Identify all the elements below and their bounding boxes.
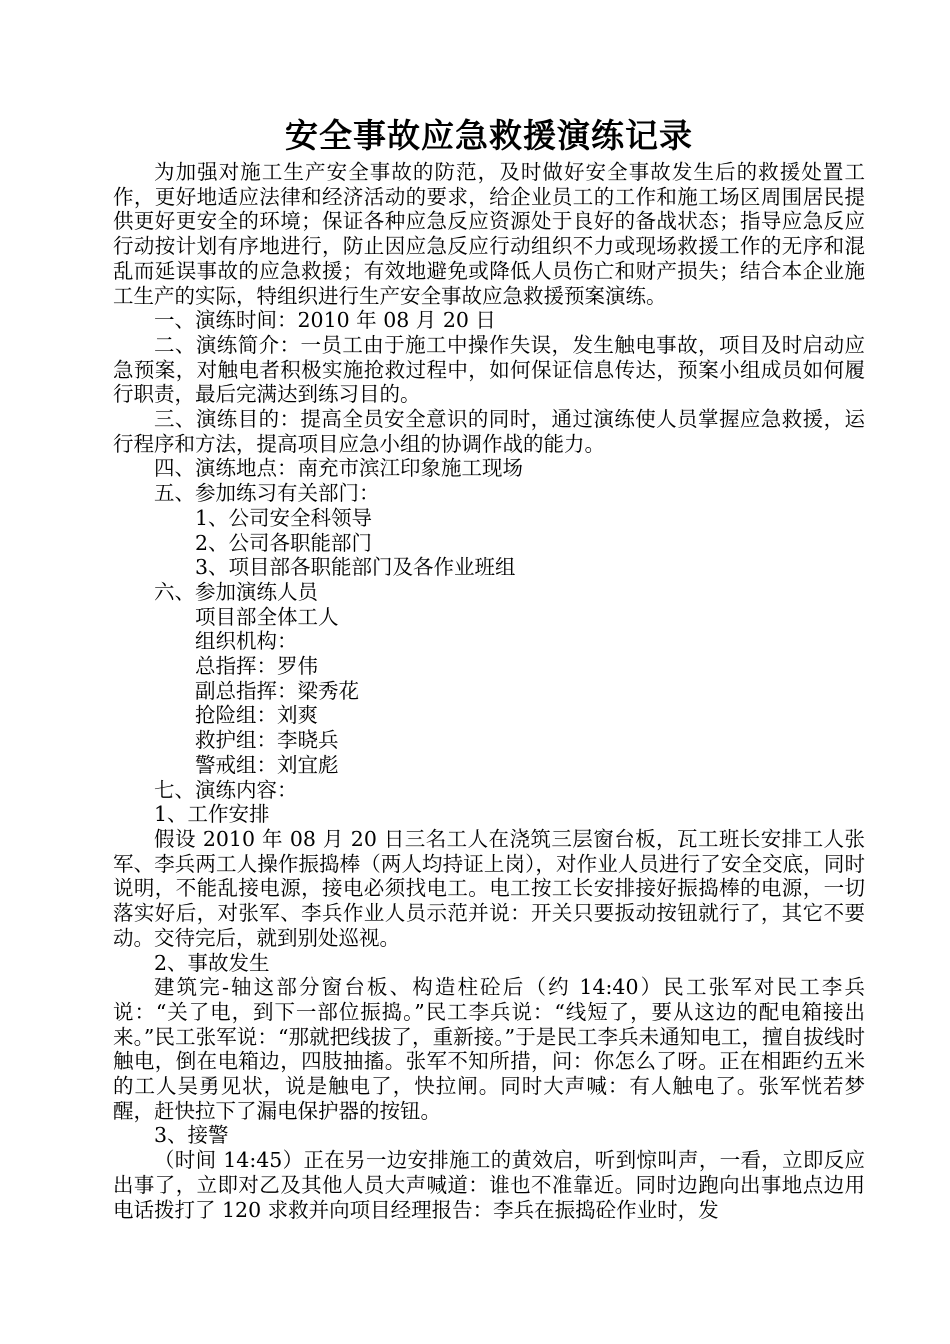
paragraph: 副总指挥：梁秀花 — [195, 678, 359, 703]
paragraph: 建筑完-轴这部分窗台板、构造柱砼后（约 14:40）民工张军对民工李兵说：“关了电，到下一部位振捣。”民工李兵说：“线短了，要从这边的配电箱接出来。”民工张军说：“那就把线拔了，重新接。”于是民工李兵未通知电工，擅自拔线时触电，倒在电箱边，四肢抽搐。张军不知所措，问：你怎么了呀。正在相距约五米的工人吴勇见状，说是触电了，快拉闸。同时大声喊：有人触电了。张军恍若梦醒，赶快拉下了漏电保护器的按钮。 — [113, 975, 865, 1123]
paragraph: （时间 14:45）正在另一边安排施工的黄效启，听到惊叫声，一看，立即反应出事了，立即对乙及其他人员大声喊道：谁也不准靠近。同时边跑向出事地点边用电话拨打了 120 求救并向项目经理报告：李兵在振捣砼作业时，发 — [113, 1148, 865, 1222]
paragraph: 二、演练简介：一员工由于施工中操作失误，发生触电事故，项目及时启动应急预案，对触电者积极实施抢救过程中，如何保证信息传达，预案小组成员如何履行职责，最后完满达到练习目的。 — [113, 332, 865, 407]
paragraph: 四、演练地点：南充市滨江印象施工现场 — [154, 456, 523, 481]
paragraph: 2、公司各职能部门 — [195, 530, 373, 555]
document-title: 安全事故应急救援演练记录 — [285, 116, 693, 155]
paragraph: 3、项目部各职能部门及各作业班组 — [195, 555, 516, 580]
paragraph: 项目部全体工人 — [195, 604, 339, 629]
paragraph: 为加强对施工生产安全事故的防范，及时做好安全事故发生后的救援处置工作，更好地适应法律和经济活动的要求，给企业员工的工作和施工场区周围居民提供更好更安全的环境；保证各种应急反应资源处于良好的备战状态；指导应急反应行动按计划有序地进行，防止因应急反应行动组织不力或现场救援工作的无序和混乱而延误事故的应急救援；有效地避免或降低人员伤亡和财产损失；结合本企业施工生产的实际，特组织进行生产安全事故应急救援预案演练。 — [113, 160, 865, 308]
paragraph: 假设 2010 年 08 月 20 日三名工人在浇筑三层窗台板，瓦工班长安排工人张军、李兵两工人操作振捣棒（两人均持证上岗），对作业人员进行了安全交底，同时说明，不能乱接电源，接电必须找电工。电工按工长安排接好振捣棒的电源，一切落实好后，对张军、李兵作业人员示范并说：开关只要扳动按钮就行了，其它不要动。交待完后，就到别处巡视。 — [113, 826, 865, 950]
paragraph: 警戒组：刘宜彪 — [195, 752, 339, 777]
paragraph: 1、工作安排 — [154, 802, 270, 827]
paragraph: 2、事故发生 — [154, 950, 270, 975]
paragraph: 抢险组：刘爽 — [195, 703, 318, 728]
paragraph: 五、参加练习有关部门： — [154, 481, 380, 506]
document-body — [113, 160, 865, 1222]
paragraph: 一、演练时间：2010 年 08 月 20 日 — [154, 308, 496, 333]
paragraph: 总指挥：罗伟 — [195, 654, 318, 679]
paragraph: 七、演练内容： — [154, 777, 298, 802]
paragraph: 六、参加演练人员 — [154, 579, 318, 604]
paragraph: 救护组：李晓兵 — [195, 728, 339, 753]
paragraph: 三、演练目的：提高全员安全意识的同时，通过演练使人员掌握应急救援，运行程序和方法，提高项目应急小组的协调作战的能力。 — [113, 407, 865, 456]
paragraph: 3、接警 — [154, 1123, 229, 1148]
paragraph: 1、公司安全科领导 — [195, 505, 373, 530]
document-page — [113, 112, 865, 1222]
paragraph: 组织机构： — [195, 629, 298, 654]
